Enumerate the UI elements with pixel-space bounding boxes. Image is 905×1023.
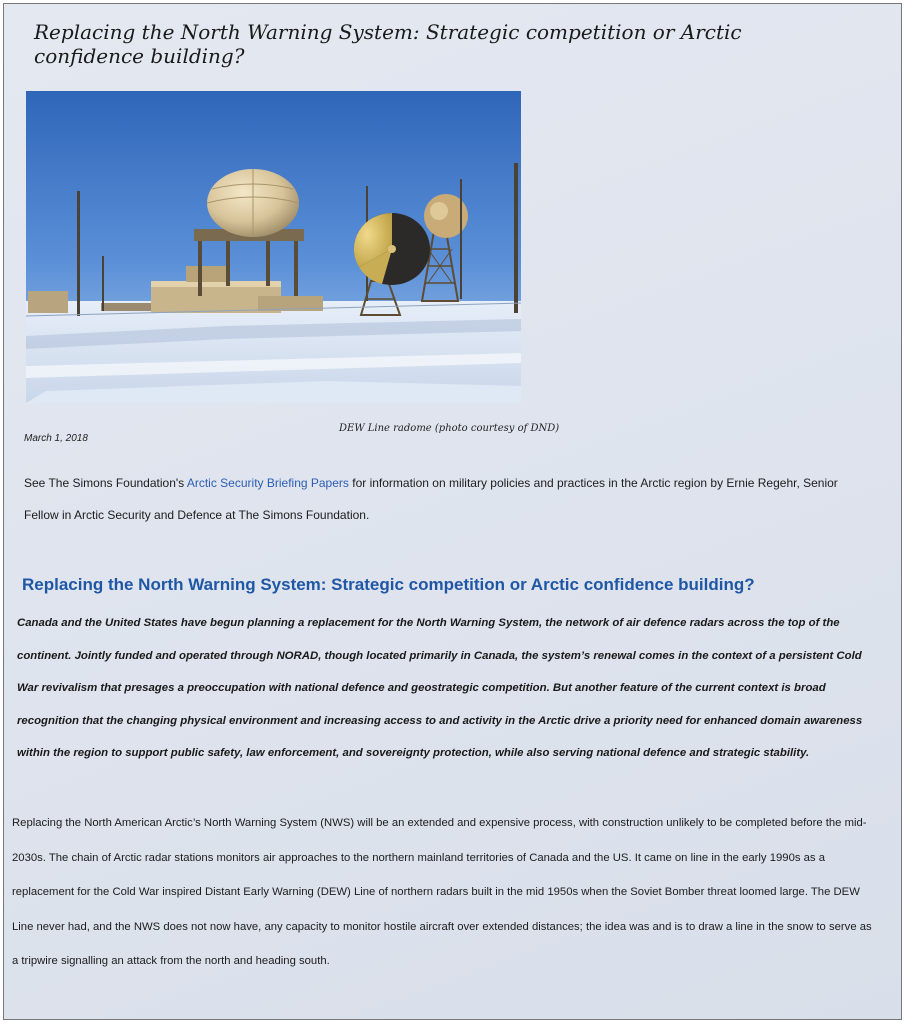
dew-line-radome-photo [26, 91, 521, 403]
article-title: Replacing the North Warning System: Strategic competition or Arctic confidence building? [34, 20, 742, 68]
publish-date: March 1, 2018 [24, 433, 88, 444]
section-heading: Replacing the North Warning System: Strategic competition or Arctic confidence building? [22, 575, 755, 594]
lede-paragraph: Canada and the United States have begun planning a replacement for the North Warning System, the network of air defence radars across the top of the continent. Jointly funded and operated through NORAD, though located primarily in Canada, the system’s renewal comes in the context of a persistent Cold War revivalism that presages a preoccupation with national defence and geostrategic competition. But another feature of the current context is broad recognition that the changing physical environment and increasing access to and activity in the Arctic drive a priority need for enhanced domain awareness within the region to support public safety, law enforcement, and sovereignty protection, while also serving national defence and strategic stability. [17, 617, 863, 760]
intro-text-after-link: for information on military policies and practices in the Arctic region by Ernie Regehr, Senior Fellow in Arctic Security and Defence at The Simons Foundation. [24, 476, 838, 522]
arctic-security-briefing-papers-link[interactable]: Arctic Security Briefing Papers [186, 476, 349, 490]
intro-text-before-link: See The Simons Foundation's [24, 476, 187, 490]
document-page [3, 3, 902, 1020]
intro-paragraph [24, 467, 874, 531]
image-caption: DEW Line radome (photo courtesy of DND) [339, 423, 560, 434]
body-paragraph: Replacing the North American Arctic’s North Warning System (NWS) will be an extended and expensive process, with construction unlikely to be completed before the mid-2030s. The chain of Arctic radar stations monitors air approaches to the northern mainland territories of Canada and the US. It came on line in the early 1990s as a replacement for the Cold War inspired Distant Early Warning (DEW) Line of northern radars built in the mid 1950s when the Soviet Bomber threat loomed large. The DEW Line never had, and the NWS does not now have, any capacity to monitor hostile aircraft over extended distances; the idea was and is to draw a line in the snow to serve as a tripwire signalling an attack from the north and heading south. [12, 817, 872, 967]
